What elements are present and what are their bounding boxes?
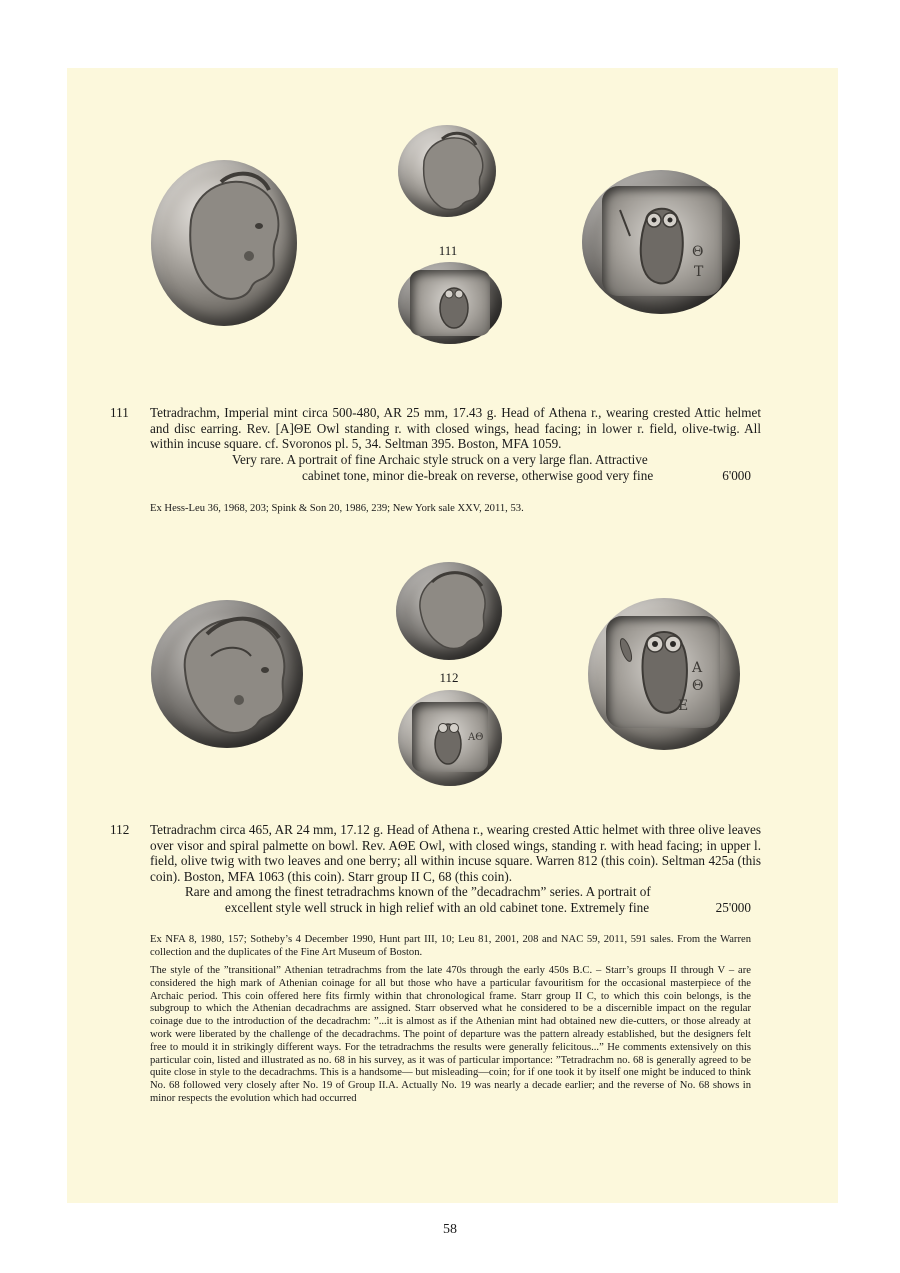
svg-text:ΑΘ: ΑΘ xyxy=(468,732,484,743)
lot-112-provenance: Ex NFA 8, 1980, 157; Sotheby’s 4 December 1990, Hunt part III, 10; Leu 81, 2001, 208 and NAC 59, 2011, 591 sales. From the Warren collection and the duplicates of the Fine Art Museum of Boston. xyxy=(150,934,751,958)
lot-111-provenance: Ex Hess-Leu 36, 1968, 203; Spink & Son 20, 1986, 239; New York sale XXV, 2011, 53. xyxy=(150,503,524,514)
owl-icon xyxy=(582,170,740,314)
lot-112-grade-line-1: Rare and among the finest tetradrachms known of the ”decadrachm” series. A portrait of xyxy=(185,884,651,899)
lot-description: Tetradrachm, Imperial mint circa 500-480, AR 25 mm, 17.43 g. Head of Athena r., wearing crested Attic helmet and disc earring. Rev. [A]ΘE Owl standing r. with closed wings, head facing; in lower r. field, olive-twig. All within incuse square. cf. Svoronos pl. 5, 34. Seltman 395. Boston, MFA 1059. xyxy=(150,405,761,452)
athena-head-icon xyxy=(151,160,297,326)
athena-head-icon xyxy=(151,600,303,748)
svg-text:Τ: Τ xyxy=(694,264,704,280)
lot-112-reverse xyxy=(398,690,502,786)
lot-number: 111 xyxy=(110,405,129,420)
owl-icon xyxy=(398,690,502,786)
svg-text:Θ: Θ xyxy=(692,678,704,694)
owl-icon xyxy=(398,262,502,344)
page-number: 58 xyxy=(443,1222,457,1237)
svg-text:Θ: Θ xyxy=(692,244,704,260)
lot-112-commentary: The style of the ”transitional” Athenian tetradrachms from the late 470s through the early 450s B.C. – Starr’s groups II through V – are considered the high mark of Athenian coinage for all but those who have a particular favouritism for the occasional masterpiece of the Archaic period. This coin offered here fits firmly within that chronological frame. Starr group II C, to which this coin belongs, is the subgroup to which the Athenian decadrachms are assigned. Starr observed what he considered to be a discernible impact on the regular coinage due to the introduction of the decadrachm: ”...it is almost as if the Athenian mint had obtained new die-cutters, or those already at work were liberated by the challenge of the decadrachms. The point of departure was the pattern already established, but the designers felt free to mould it in strikingly different ways. For the tetradrachms the results were generally felicitous...” He comments extensively on this particular coin, listed and illustrated as no. 68 in his survey, as it was of particular importance: ”Tetradrachm no. 68 is generally agreed to be quite close in style to the decadrachms. This is a handsome— but misleading—coin; for if one took it by itself one might be induced to think No. 68 followed very closely after No. 19 of Group II.A. Actually No. 19 was nearly a decade earlier; and the reverse of No. 68 shows in minor respects the evolution which had occurred xyxy=(150,965,751,1104)
lot-112-price: 25'000 xyxy=(715,900,751,915)
lot-112-obverse-enlarged xyxy=(151,600,303,748)
athena-head-icon xyxy=(396,562,502,660)
lot-112-reverse-enlarged xyxy=(588,598,740,750)
svg-text:Α: Α xyxy=(692,660,703,676)
lot-number: 112 xyxy=(110,822,130,837)
lot-112-entry xyxy=(110,822,761,886)
lot-111-grade-line-2: cabinet tone, minor die-break on reverse, otherwise good very fine xyxy=(302,468,654,483)
lot-111-obverse xyxy=(398,125,496,217)
lot-112-obverse xyxy=(396,562,502,660)
plate-label-111: 111 xyxy=(438,243,458,258)
lot-111-reverse-enlarged xyxy=(582,170,740,314)
lot-111-price: 6'000 xyxy=(722,468,751,483)
lot-111-obverse-enlarged xyxy=(151,160,297,326)
lot-description: Tetradrachm circa 465, AR 24 mm, 17.12 g. Head of Athena r., wearing crested Attic helmet with three olive leaves over visor and spiral palmette on bowl. Rev. AΘE Owl, with closed wings, standing r. with head facing; in upper l. field, olive twig with two leaves and one berry; all within incuse square. Warren 812 (this coin). Seltman 425a (this coin). Boston, MFA 1063 (this coin). Starr group II C, 68 (this coin). xyxy=(150,822,761,884)
athena-head-icon xyxy=(398,125,496,217)
plate-label-112: 112 xyxy=(439,670,459,685)
lot-111-grade-line-1: Very rare. A portrait of fine Archaic style struck on a very large flan. Attractive xyxy=(232,452,648,467)
svg-text:Ε: Ε xyxy=(678,698,689,714)
lot-112-grade-line-2: excellent style well struck in high relief with an old cabinet tone. Extremely fine xyxy=(225,900,650,915)
owl-icon xyxy=(588,598,740,750)
lot-111-reverse xyxy=(398,262,502,344)
